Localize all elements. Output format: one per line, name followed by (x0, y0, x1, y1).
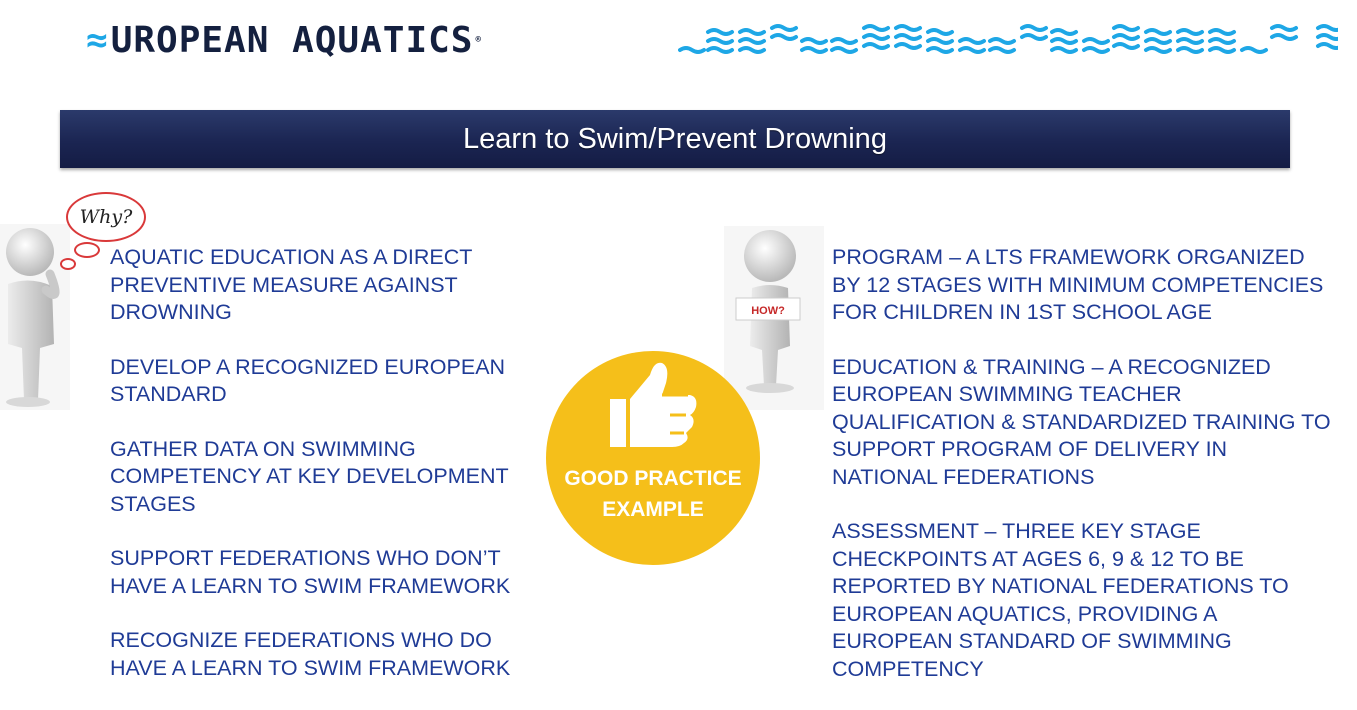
thinking-person-figure (0, 224, 70, 410)
thumbs-up-icon (602, 355, 702, 455)
list-item: EDUCATION & TRAINING – A RECOGNIZED EUROPEAN SWIMMING TEACHER QUALIFICATION & STANDARDIZED TRAINING TO SUPPORT PROGRAM OF DELIVERY IN NATIONAL FEDERATIONS (832, 354, 1331, 489)
title-banner (60, 110, 1290, 168)
european-aquatics-logo (86, 20, 482, 60)
registered-mark: ® (475, 35, 482, 45)
thought-dot-large (74, 242, 100, 258)
list-item: GATHER DATA ON SWIMMING COMPETENCY AT KEY DEVELOPMENT STAGES (110, 436, 509, 516)
list-item: ASSESSMENT – THREE KEY STAGE CHECKPOINTS AT AGES 6, 9 & 12 TO BE REPORTED BY NATIONAL FEDERATIONS TO EUROPEAN AQUATICS, PROVIDING A EUROPEAN STANDARD OF SWIMMING COMPETENCY (832, 519, 1289, 681)
logo-text: UROPEAN AQUATICS (110, 19, 474, 61)
why-reasons-list (110, 244, 540, 709)
thought-dot-small (60, 258, 76, 270)
list-item: PROGRAM – A LTS FRAMEWORK ORGANIZED BY 12 STAGES WITH MINIMUM COMPETENCIES FOR CHILDREN IN 1ST SCHOOL AGE (832, 245, 1324, 324)
badge-line-2: EXAMPLE (602, 498, 704, 521)
how-approach-list (832, 244, 1332, 710)
logo-waves: ≈ (86, 19, 109, 61)
badge-text (546, 463, 760, 525)
wave-pattern-decoration (678, 18, 1338, 58)
good-practice-badge (546, 351, 760, 565)
why-label: Why? (79, 206, 133, 228)
list-item: RECOGNIZE FEDERATIONS WHO DO HAVE A LEARN TO SWIM FRAMEWORK (110, 628, 511, 680)
list-item: SUPPORT FEDERATIONS WHO DON’T HAVE A LEARN TO SWIM FRAMEWORK (110, 546, 511, 598)
slide-title: Learn to Swim/Prevent Drowning (463, 122, 887, 155)
how-sign-label: HOW? (751, 305, 785, 317)
badge-line-1: GOOD PRACTICE (564, 467, 742, 490)
why-thought-bubble (66, 192, 146, 242)
list-item: DEVELOP A RECOGNIZED EUROPEAN STANDARD (110, 354, 506, 406)
how-sign-person-figure (724, 226, 824, 410)
list-item: AQUATIC EDUCATION AS A DIRECT PREVENTIVE MEASURE AGAINST DROWNING (110, 245, 472, 324)
